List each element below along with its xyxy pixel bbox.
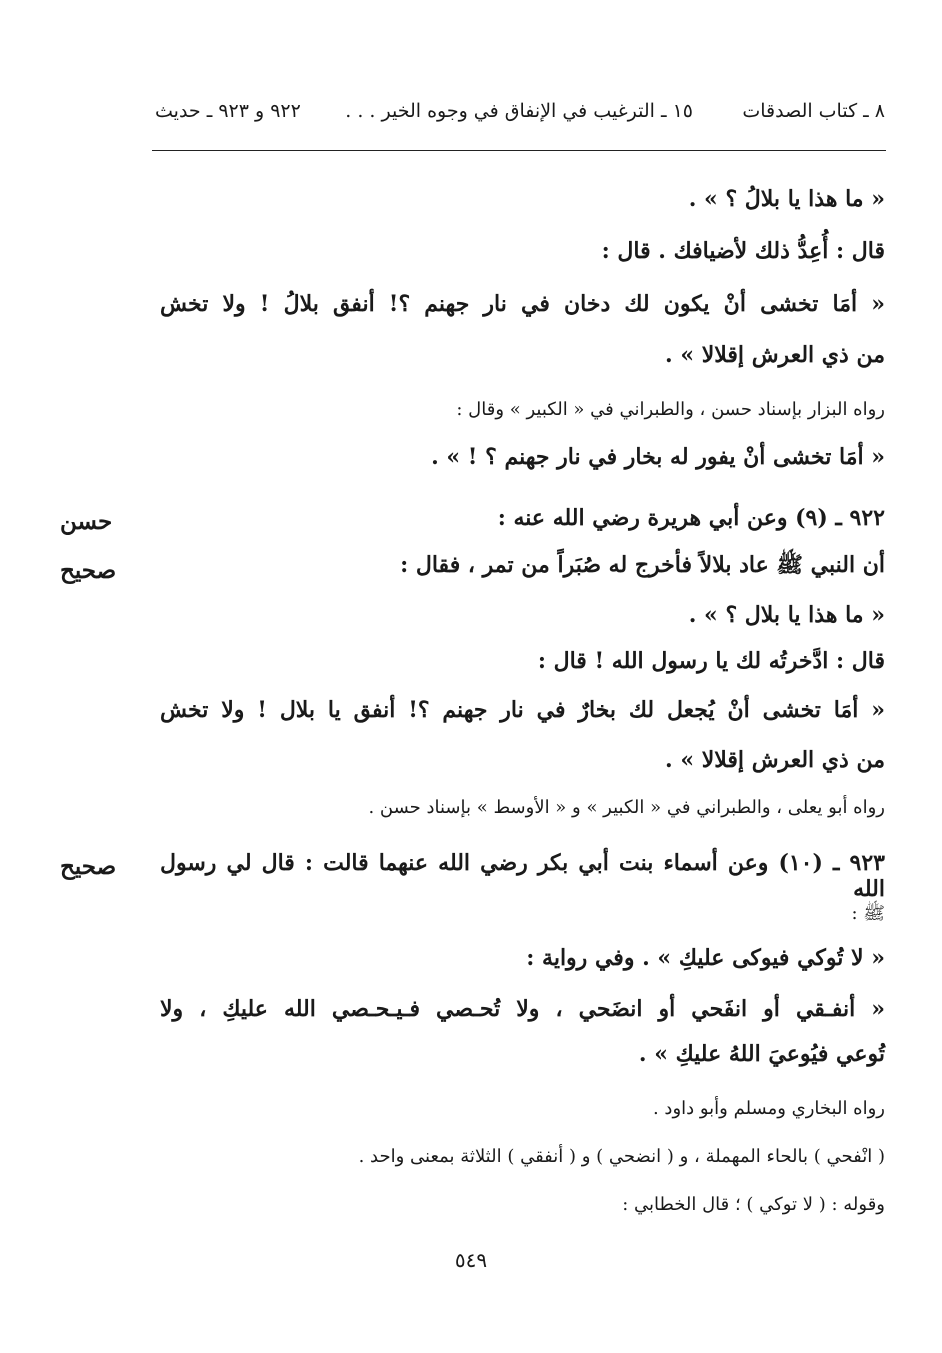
- grade-hasan: حسن: [60, 508, 113, 535]
- text-line: أن النبي ﷺ عاد بلالاً فأخرج له صُبَراً من تمر ، فقال :: [400, 552, 885, 578]
- text-line: « أمَا تخشى أنْ يُجعل لك بخارٌ في نار جهنم ؟! أنفق يا بلال ! ولا تخش: [160, 697, 885, 723]
- narration-note: رواه أبو يعلى ، والطبراني في « الكبير » و « الأوسط » بإسناد حسن .: [368, 797, 885, 818]
- text-line: « ما هذا يا بلالُ ؟ » .: [688, 186, 885, 212]
- grade-sahih: صحيح: [60, 853, 117, 880]
- narration-note: رواه البزار بإسناد حسن ، والطبراني في « الكبير » وقال :: [456, 399, 885, 420]
- text-line: من ذي العرش إقلالا » .: [665, 342, 885, 368]
- narration-note: رواه البخاري ومسلم وأبو داود .: [652, 1098, 885, 1119]
- text-line: من ذي العرش إقلالا » .: [665, 747, 885, 773]
- explanation-line: وقوله : ( لا توكي ) ؛ قال الخطابي :: [622, 1194, 885, 1215]
- text-line: قال : أُعِدُّ ذلك لأضيافك . قال :: [601, 238, 885, 264]
- header-chapter: ٨ ـ كتاب الصدقات: [742, 100, 885, 122]
- page-number: ٥٤٩: [454, 1248, 488, 1272]
- explanation-line: ( انْفحي ) بالحاء المهملة ، و ( انضحي ) و ( أنفقي ) الثلاثة بمعنى واحد .: [358, 1146, 885, 1167]
- hadith-heading-922: ٩٢٢ ـ (٩) وعن أبي هريرة رضي الله عنه :: [497, 505, 885, 531]
- text-line: تُوعي فيُوعيَ اللهُ عليكِ » .: [638, 1041, 885, 1067]
- text-line: « ما هذا يا بلال ؟ » .: [688, 602, 885, 628]
- header-section: ١٥ ـ الترغيب في الإنفاق في وجوه الخير . . .: [345, 100, 693, 122]
- header-rule: [152, 150, 886, 151]
- text-line: « أمَا تخشى أنْ يفور له بخار في نار جهنم ؟ ! » .: [431, 444, 885, 470]
- header-hadith-range: ٩٢٢ و ٩٢٣ ـ حديث: [155, 100, 301, 122]
- text-line: ﷺ :: [851, 903, 885, 924]
- text-line: « لا تُوكي فيوكى عليكِ » . وفي رواية :: [526, 945, 885, 971]
- hadith-heading-923: ٩٢٣ ـ (١٠) وعن أسماء بنت أبي بكر رضي الله عنهما قالت : قال لي رسول الله: [160, 850, 885, 902]
- text-line: « أمَا تخشى أنْ يكون لك دخان في نار جهنم ؟! أنفق بلالُ ! ولا تخش: [160, 291, 885, 317]
- text-line: قال : ادَّخرتُه لك يا رسول الله ! قال :: [537, 648, 885, 674]
- text-line: « أنفـقي أو انفَحي أو انضَحي ، ولا تُحـصي فـيـحـصي الله عليكِ ، ولا: [160, 996, 885, 1022]
- running-header: [155, 100, 885, 134]
- grade-sahih: صحيح: [60, 557, 117, 584]
